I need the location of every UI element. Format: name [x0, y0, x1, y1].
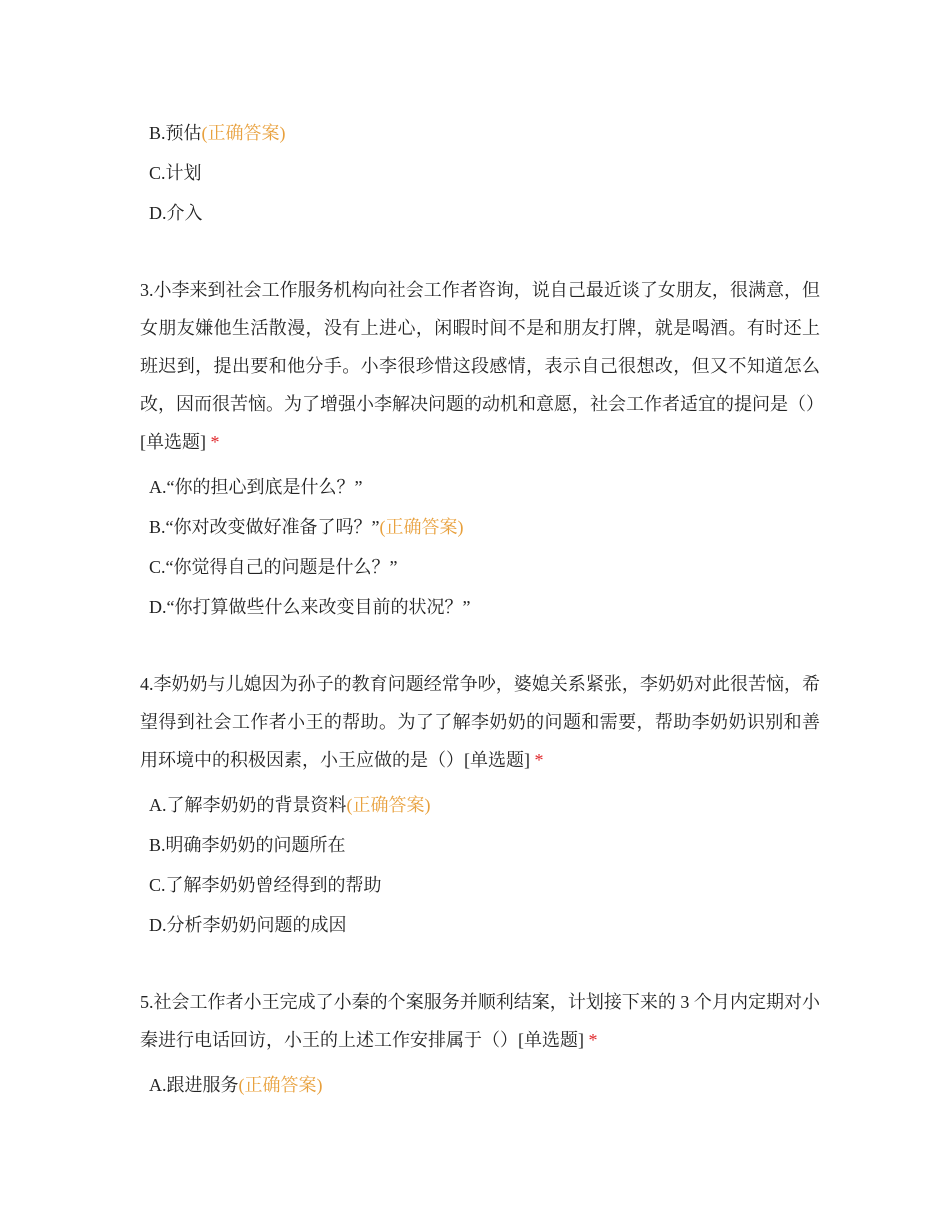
option-label: D.分析李奶奶问题的成因 — [149, 915, 347, 935]
option-label: B.“你对改变做好准备了吗？” — [149, 517, 380, 537]
q5-option-a — [149, 1073, 323, 1097]
q3-question-text — [140, 271, 824, 461]
q3-option-d — [149, 595, 470, 619]
required-marker: * — [534, 750, 544, 770]
question-stem: 3.小李来到社会工作服务机构向社会工作者咨询，说自己最近谈了女朋友，很满意，但女朋友嫌他生活散漫，没有上进心，闲暇时间不是和朋友打牌，就是喝酒。有时还上班迟到，提出要和他分手。小李很珍惜这段感情，表示自己很想改，但又不知道怎么改，因而很苦恼。为了增强小李解决问题的动机和意愿，社会工作者适宜的提问是（） — [140, 280, 824, 414]
option-label: D.介入 — [149, 203, 203, 223]
option-label: A.跟进服务 — [149, 1075, 239, 1095]
q4-question-text — [140, 665, 820, 779]
correct-answer-marker: (正确答案) — [346, 795, 431, 815]
required-marker: * — [210, 432, 220, 452]
q2-option-c — [149, 161, 202, 185]
option-label: D.“你打算做些什么来改变目前的状况？” — [149, 597, 471, 617]
q5-question-text — [140, 983, 820, 1059]
question-stem: 5.社会工作者小王完成了小秦的个案服务并顺利结案，计划接下来的 3 个月内定期对小秦进行电话回访，小王的上述工作安排属于（） — [140, 992, 820, 1050]
option-label: C.计划 — [149, 163, 202, 183]
option-label: C.了解李奶奶曾经得到的帮助 — [149, 875, 382, 895]
q3-option-a — [149, 475, 362, 499]
question-type: [单选题] — [464, 750, 530, 770]
required-marker: * — [588, 1030, 598, 1050]
q4-option-a — [149, 793, 431, 817]
question-type: [单选题] — [140, 432, 206, 452]
option-label: B.明确李奶奶的问题所在 — [149, 835, 346, 855]
q4-option-d — [149, 913, 347, 937]
q4-option-c — [149, 873, 382, 897]
question-type: [单选题] — [518, 1030, 584, 1050]
q2-option-b — [149, 121, 286, 145]
q3-option-b — [149, 515, 463, 539]
correct-answer-marker: (正确答案) — [201, 123, 286, 143]
correct-answer-marker: (正确答案) — [238, 1075, 323, 1095]
q3-option-c — [149, 555, 397, 579]
option-label: A.了解李奶奶的背景资料 — [149, 795, 347, 815]
option-label: B.预估 — [149, 123, 202, 143]
q4-option-b — [149, 833, 346, 857]
question-stem: 4.李奶奶与儿媳因为孙子的教育问题经常争吵，婆媳关系紧张，李奶奶对此很苦恼，希望得到社会工作者小王的帮助。为了了解李奶奶的问题和需要，帮助李奶奶识别和善用环境中的积极因素，小王应做的是（） — [140, 674, 820, 770]
option-label: A.“你的担心到底是什么？” — [149, 477, 363, 497]
q2-option-d — [149, 201, 203, 225]
correct-answer-marker: (正确答案) — [379, 517, 464, 537]
option-label: C.“你觉得自己的问题是什么？” — [149, 557, 398, 577]
